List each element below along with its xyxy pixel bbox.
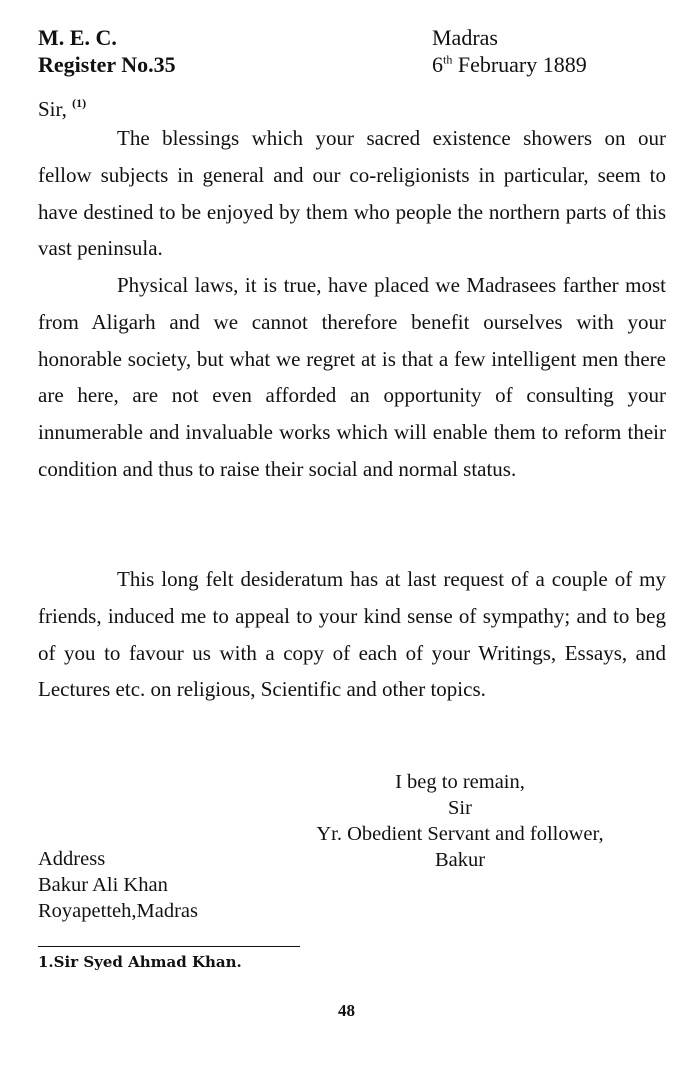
body-paragraph-1: The blessings which your sacred existence showers on our fellow subjects in general and our co-religionists in particular, seem to have destined to be enjoyed by them who people the northern parts of this vast peninsula.	[38, 126, 666, 261]
register-number: Register No.35	[38, 52, 176, 77]
body-paragraph-3: This long felt desideratum has at last request of a couple of my friends, induced me to appeal to your kind sense of sympathy; and to beg of you to favour us with a copy of each of your Writings, Essays, and Lectures etc. on religious, Scientific and other topics.	[38, 567, 666, 702]
page-number: 48	[338, 1001, 355, 1020]
closing-line-2: Sir	[448, 797, 472, 819]
date-month-year: February 1889	[457, 52, 587, 77]
letter-date	[432, 51, 587, 78]
address-place: Royapetteh,Madras	[38, 900, 198, 922]
body-paragraph-2: Physical laws, it is true, have placed we Madrasees farther most from Aligarh and we cannot therefore benefit ourselves with your honorable society, but what we regret at is that a few intelligent men there are here, are not even afforded an opportunity of consulting your innumerable and invaluable works which will enable them to reform their condition and thus to raise their social and normal status.	[38, 273, 666, 481]
closing-line-3: Yr. Obedient Servant and follower,	[316, 823, 604, 845]
address-label: Address	[38, 848, 106, 870]
footnote-divider	[38, 946, 300, 947]
address-name: Bakur Ali Khan	[38, 874, 168, 896]
date-day: 6	[432, 52, 443, 77]
footnote-text: 1.Sir Syed Ahmad Khan.	[38, 953, 242, 971]
footnote-marker: (1)	[72, 96, 87, 110]
salutation-text: Sir,	[38, 97, 67, 121]
signature-name: Bakur	[434, 849, 486, 871]
salutation	[38, 97, 86, 122]
closing-line-1: I beg to remain,	[395, 771, 525, 793]
date-suffix: th	[443, 52, 453, 67]
organization-code: M. E. C.	[38, 25, 117, 50]
letter-place: Madras	[432, 25, 498, 50]
